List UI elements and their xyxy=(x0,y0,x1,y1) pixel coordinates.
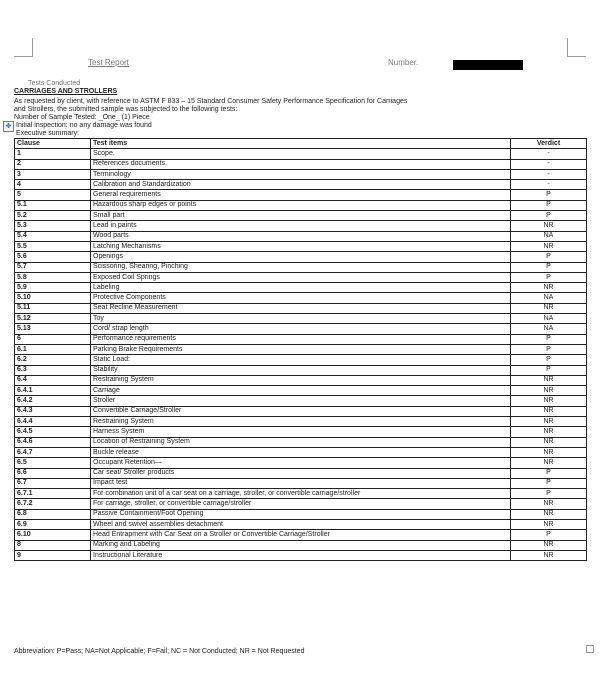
table-header-row xyxy=(15,139,587,149)
report-title: Test Report xyxy=(88,58,129,67)
clause-cell: 5.4 xyxy=(15,231,91,241)
table-row xyxy=(15,231,587,241)
clause-cell: 5 xyxy=(15,190,91,200)
table-row xyxy=(15,200,587,210)
table-row xyxy=(15,489,587,499)
table-row xyxy=(15,427,587,437)
clause-cell: 5.6 xyxy=(15,252,91,262)
clause-cell: 6.2 xyxy=(15,355,91,365)
verdict-cell: NR xyxy=(511,396,587,406)
test-item-cell: Static Load: xyxy=(91,355,511,365)
table-row xyxy=(15,386,587,396)
test-item-cell: Scope. xyxy=(91,149,511,159)
test-item-cell: Impact test xyxy=(91,478,511,488)
clause-cell: 2 xyxy=(15,159,91,169)
verdict-cell: NR xyxy=(511,406,587,416)
clause-cell: 5.11 xyxy=(15,303,91,313)
verdict-cell: P xyxy=(511,211,587,221)
verdict-header: Verdict xyxy=(511,139,587,149)
clause-cell: 6 xyxy=(15,334,91,344)
test-item-cell: Occupant Retention— xyxy=(91,458,511,468)
table-row xyxy=(15,272,587,282)
table-row xyxy=(15,458,587,468)
clause-cell: 6.3 xyxy=(15,365,91,375)
verdict-cell: P xyxy=(511,355,587,365)
test-item-cell: Protective Components xyxy=(91,293,511,303)
verdict-cell: - xyxy=(511,159,587,169)
verdict-cell: NR xyxy=(511,509,587,519)
redacted-number xyxy=(453,60,523,70)
verdict-cell: NA xyxy=(511,293,587,303)
page-end-mark xyxy=(586,645,594,653)
table-row xyxy=(15,159,587,169)
table-row xyxy=(15,519,587,529)
test-item-cell: Exposed Coil Springs xyxy=(91,272,511,282)
verdict-cell: P xyxy=(511,365,587,375)
clause-cell: 5.8 xyxy=(15,272,91,282)
clause-cell: 6.1 xyxy=(15,344,91,354)
verdict-cell: P xyxy=(511,190,587,200)
verdict-cell: NR xyxy=(511,447,587,457)
clause-cell: 6.9 xyxy=(15,519,91,529)
test-item-cell: Head Entrapment with Car Seat on a Stroller or Convertible Carriage/Stroller xyxy=(91,530,511,540)
test-item-cell: Passive Containment/Foot Opening xyxy=(91,509,511,519)
table-row xyxy=(15,468,587,478)
test-item-cell: Seat Recline Measurement xyxy=(91,303,511,313)
initial-inspection: Initial inspection: no any damage was found xyxy=(16,122,152,129)
test-item-cell: Harness System xyxy=(91,427,511,437)
table-row xyxy=(15,499,587,509)
test-item-cell: Location of Restraining System xyxy=(91,437,511,447)
test-item-cell: Lead in paints xyxy=(91,221,511,231)
clause-cell: 4 xyxy=(15,180,91,190)
verdict-cell: - xyxy=(511,180,587,190)
clause-cell: 6.10 xyxy=(15,530,91,540)
page-corner-mark-right xyxy=(567,38,586,57)
table-move-handle-icon[interactable]: ✥ xyxy=(3,121,14,132)
clause-cell: 5.12 xyxy=(15,314,91,324)
verdict-cell: NA xyxy=(511,231,587,241)
table-row xyxy=(15,540,587,550)
verdict-cell: P xyxy=(511,478,587,488)
test-item-cell: Car seat/ Stroller products xyxy=(91,468,511,478)
table-row xyxy=(15,221,587,231)
test-item-cell: Convertible Carriage/Stroller xyxy=(91,406,511,416)
table-row xyxy=(15,180,587,190)
clause-cell: 6.7.2 xyxy=(15,499,91,509)
test-item-cell: General requirements xyxy=(91,190,511,200)
verdict-cell: P xyxy=(511,489,587,499)
sample-count: Number of Sample Tested: _One_ (1) Piece xyxy=(14,114,150,121)
clause-cell: 6.4.5 xyxy=(15,427,91,437)
test-item-cell: References documents. xyxy=(91,159,511,169)
test-items-table xyxy=(14,138,587,561)
test-item-cell: Wheel and swivel assemblies detachment xyxy=(91,519,511,529)
table-row xyxy=(15,324,587,334)
report-number-label: Number. xyxy=(388,58,419,67)
tests-conducted-label: Tests Conducted xyxy=(28,80,81,87)
test-item-cell: Small part xyxy=(91,211,511,221)
test-item-cell: Carriage xyxy=(91,386,511,396)
verdict-cell: NR xyxy=(511,221,587,231)
clause-cell: 6.4.6 xyxy=(15,437,91,447)
clause-cell: 5.10 xyxy=(15,293,91,303)
clause-cell: 6.4.3 xyxy=(15,406,91,416)
test-item-cell: Cord/ strap length xyxy=(91,324,511,334)
test-item-cell: Openings xyxy=(91,252,511,262)
product-category: CARRIAGES AND STROLLERS xyxy=(14,88,118,95)
table-row xyxy=(15,190,587,200)
test-item-cell: Buckle release xyxy=(91,447,511,457)
verdict-cell: NR xyxy=(511,386,587,396)
table-row xyxy=(15,314,587,324)
test-item-cell: Wood parts xyxy=(91,231,511,241)
clause-cell: 3 xyxy=(15,169,91,179)
verdict-cell: - xyxy=(511,149,587,159)
verdict-cell: P xyxy=(511,252,587,262)
verdict-cell: NA xyxy=(511,324,587,334)
table-row xyxy=(15,550,587,560)
test-items-header: Test items xyxy=(91,139,511,149)
verdict-cell: - xyxy=(511,169,587,179)
verdict-cell: NR xyxy=(511,519,587,529)
test-item-cell: Calibration and Standardization xyxy=(91,180,511,190)
test-item-cell: Hazardous sharp edges or points xyxy=(91,200,511,210)
verdict-cell: NR xyxy=(511,437,587,447)
table-row xyxy=(15,355,587,365)
verdict-cell: P xyxy=(511,530,587,540)
table-row xyxy=(15,149,587,159)
clause-cell: 8 xyxy=(15,540,91,550)
verdict-cell: P xyxy=(511,200,587,210)
clause-cell: 6.4.2 xyxy=(15,396,91,406)
test-item-cell: For carriage, stroller, or convertible carriage/stroller xyxy=(91,499,511,509)
table-row xyxy=(15,406,587,416)
table-row xyxy=(15,169,587,179)
test-item-cell: Stroller xyxy=(91,396,511,406)
table-row xyxy=(15,344,587,354)
verdict-cell: NR xyxy=(511,540,587,550)
test-item-cell: For combination unit of a car seat on a carriage, stroller, or convertible carriage/stroller xyxy=(91,489,511,499)
table-row xyxy=(15,365,587,375)
table-row xyxy=(15,509,587,519)
table-row xyxy=(15,241,587,251)
table-row xyxy=(15,437,587,447)
verdict-cell: NA xyxy=(511,314,587,324)
clause-cell: 5.2 xyxy=(15,211,91,221)
clause-cell: 5.13 xyxy=(15,324,91,334)
verdict-cell: NR xyxy=(511,427,587,437)
verdict-cell: NR xyxy=(511,417,587,427)
verdict-cell: NR xyxy=(511,458,587,468)
verdict-cell: NR xyxy=(511,550,587,560)
request-text-line2: and Strollers, the submitted sample was subjected to the following tests: xyxy=(14,106,238,113)
table-row xyxy=(15,283,587,293)
verdict-cell: NR xyxy=(511,283,587,293)
clause-cell: 6.4.4 xyxy=(15,417,91,427)
clause-cell: 6.4.1 xyxy=(15,386,91,396)
clause-cell: 6.4 xyxy=(15,375,91,385)
request-text-line1: As requested by client, with reference to ASTM F 833 – 15 Standard Consumer Safety Performance Specification for Carriages xyxy=(14,98,408,105)
abbreviation-legend: Abbreviation: P=Pass; NA=Not Applicable; F=Fail; NC = Not Conducted; NR = Not Requested xyxy=(14,648,305,655)
clause-cell: 5.1 xyxy=(15,200,91,210)
clause-header: Clause xyxy=(15,139,91,149)
clause-cell: 6.7 xyxy=(15,478,91,488)
clause-cell: 6.7.1 xyxy=(15,489,91,499)
test-item-cell: Toy xyxy=(91,314,511,324)
executive-summary-label: Executive summary: xyxy=(16,130,80,137)
clause-cell: 6.8 xyxy=(15,509,91,519)
verdict-cell: NR xyxy=(511,241,587,251)
verdict-cell: P xyxy=(511,344,587,354)
verdict-cell: P xyxy=(511,334,587,344)
clause-cell: 1 xyxy=(15,149,91,159)
verdict-cell: P xyxy=(511,468,587,478)
test-item-cell: Terminology xyxy=(91,169,511,179)
clause-cell: 5.3 xyxy=(15,221,91,231)
test-item-cell: Restraining System xyxy=(91,417,511,427)
verdict-cell: P xyxy=(511,272,587,282)
test-item-cell: Performance requirements xyxy=(91,334,511,344)
verdict-cell: NR xyxy=(511,499,587,509)
clause-cell: 6.4.7 xyxy=(15,447,91,457)
clause-cell: 5.7 xyxy=(15,262,91,272)
page-corner-mark-left xyxy=(14,38,33,57)
verdict-cell: NR xyxy=(511,303,587,313)
test-item-cell: Instructional Literature xyxy=(91,550,511,560)
table-row xyxy=(15,252,587,262)
clause-cell: 6.5 xyxy=(15,458,91,468)
verdict-cell: NR xyxy=(511,375,587,385)
table-row xyxy=(15,396,587,406)
table-row xyxy=(15,293,587,303)
test-item-cell: Labeling xyxy=(91,283,511,293)
table-row xyxy=(15,417,587,427)
clause-cell: 5.9 xyxy=(15,283,91,293)
clause-cell: 5.5 xyxy=(15,241,91,251)
table-row xyxy=(15,530,587,540)
table-row xyxy=(15,375,587,385)
table-row xyxy=(15,262,587,272)
table-row xyxy=(15,478,587,488)
test-item-cell: Scissoring, Shearing, Pinching xyxy=(91,262,511,272)
test-item-cell: Restraining System xyxy=(91,375,511,385)
table-row xyxy=(15,303,587,313)
clause-cell: 9 xyxy=(15,550,91,560)
table-row xyxy=(15,211,587,221)
table-row xyxy=(15,447,587,457)
clause-cell: 6.6 xyxy=(15,468,91,478)
verdict-cell: P xyxy=(511,262,587,272)
test-item-cell: Marking and Labeling xyxy=(91,540,511,550)
test-item-cell: Parking Brake Requirements xyxy=(91,344,511,354)
table-row xyxy=(15,334,587,344)
test-item-cell: Stability xyxy=(91,365,511,375)
test-item-cell: Latching Mechanisms xyxy=(91,241,511,251)
